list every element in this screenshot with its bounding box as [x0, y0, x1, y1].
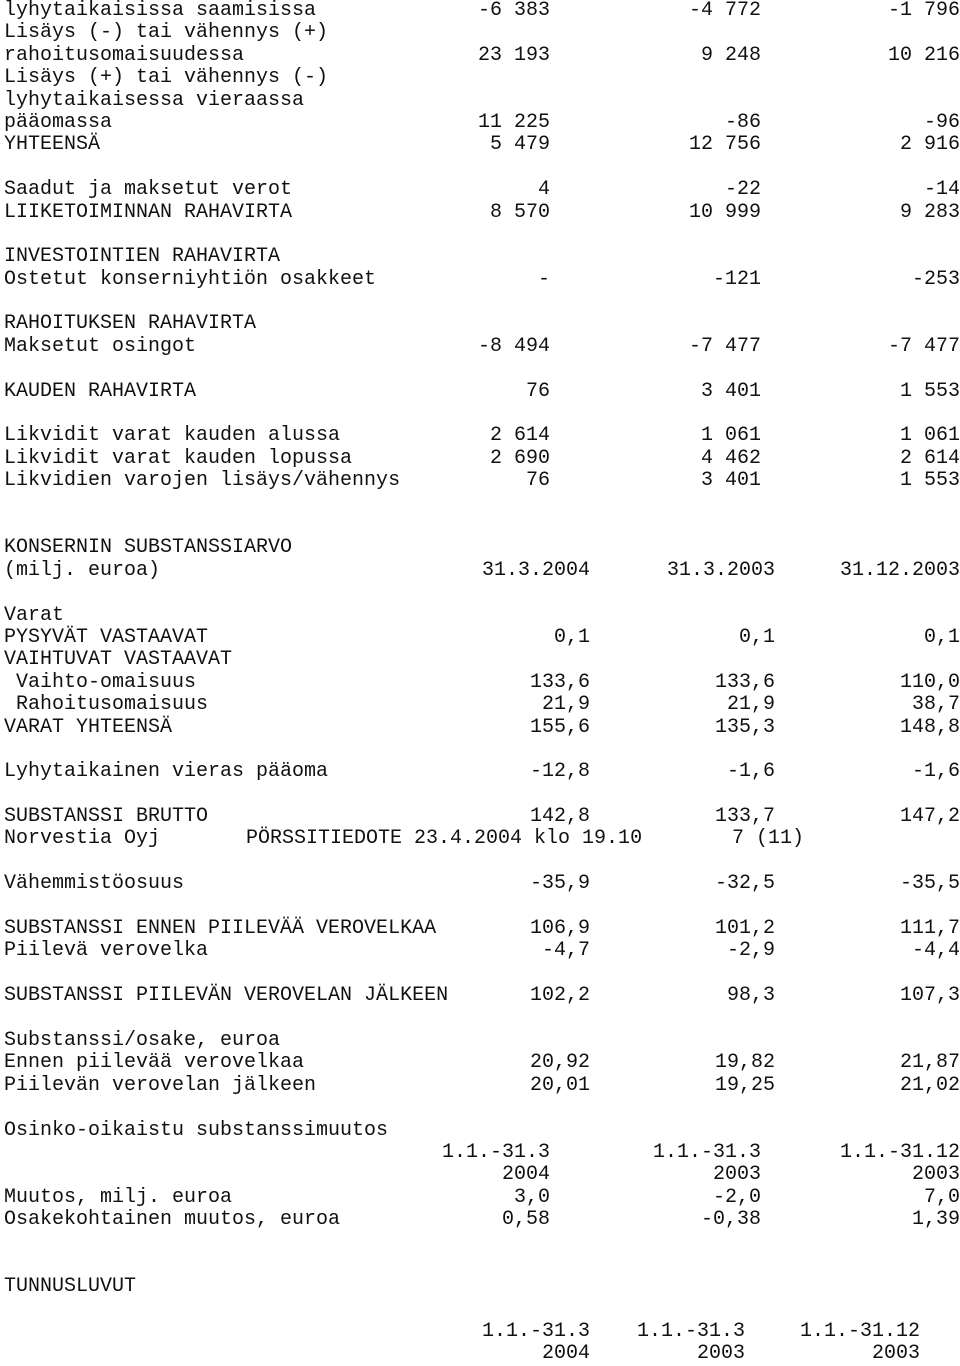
table-row: Vähemmistöosuus -35,9 -32,5 -35,5: [4, 872, 960, 896]
table-row: Substanssi/osake, euroa: [4, 1028, 281, 1052]
blank-line: [4, 896, 960, 918]
table-row: Lyhytaikainen vieras pääoma -12,8 -1,6 -1,6: [4, 760, 960, 784]
cashflow-table: [4, 0, 960, 493]
section-title: KONSERNIN SUBSTANSSIARVO: [4, 536, 293, 560]
table-row: VARAT YHTEENSÄ 155,6 135,3 148,8: [4, 715, 960, 739]
document: [4, 0, 960, 1366]
header-row: 2004 2003 2003: [541, 1342, 920, 1366]
table-row: Lisäys (+) tai vähennys (-): [4, 66, 329, 90]
table-row: Lisäys (-) tai vähennys (+): [4, 21, 329, 45]
blank-line: [4, 1008, 960, 1030]
blank-line: [4, 784, 960, 806]
table-row: Ostetut konserniyhtiön osakkeet - -121 -253: [4, 267, 960, 291]
section-heading: INVESTOINTIEN RAHAVIRTA: [4, 245, 281, 269]
blank-line: [4, 493, 960, 515]
table-row: KAUDEN RAHAVIRTA 76 3 401 1 553: [4, 379, 960, 403]
section-title: Osinko-oikaistu substanssimuutos: [4, 1118, 389, 1142]
page-number: 7 (11): [732, 827, 805, 851]
blank-line: [4, 1231, 960, 1253]
blank-line: [4, 291, 960, 313]
table-row: Likvidit varat kauden lopussa 2 690 4 462 2 614: [4, 446, 960, 470]
table-row: VAIHTUVAT VASTAAVAT: [4, 648, 233, 672]
blank-line: [4, 1254, 960, 1276]
table-row: lyhytaikaisissa saamisissa -6 383 -4 772 -1 796: [4, 0, 960, 22]
table-row: Rahoitusomaisuus 21,9 21,9 38,7: [16, 693, 960, 717]
company-name: Norvestia Oyj: [4, 827, 161, 851]
table-row: pääomassa 11 225 -86 -96: [4, 110, 960, 134]
table-row: Muutos, milj. euroa 3,0 -2,0 7,0: [4, 1185, 960, 1209]
table-row: LIIKETOIMINNAN RAHAVIRTA 8 570 10 999 9 283: [4, 200, 960, 224]
blank-line: [4, 739, 960, 761]
section-heading: RAHOITUKSEN RAHAVIRTA: [4, 312, 257, 336]
table-row: lyhytaikaisessa vieraassa: [4, 88, 305, 112]
table-row: Likvidit varat kauden alussa 2 614 1 061 1 061: [4, 424, 960, 448]
blank-line: [4, 515, 960, 537]
blank-line: [4, 1097, 960, 1119]
blank-line: [4, 963, 960, 985]
substance-table: [4, 537, 960, 1097]
release-info: PÖRSSITIEDOTE 23.4.2004 klo 19.10: [246, 827, 643, 851]
key-figures-table: [4, 1276, 960, 1366]
table-row: Saadut ja maksetut verot 4 -22 -14: [4, 178, 960, 202]
table-row: YHTEENSÄ 5 479 12 756 2 916: [4, 133, 960, 157]
table-row: SUBSTANSSI ENNEN PIILEVÄÄ VEROVELKAA 106,9 101,2 111,7: [4, 917, 960, 941]
table-row: Vaihto-omaisuus 133,6 133,6 110,0: [16, 670, 960, 694]
table-row: Likvidien varojen lisäys/vähennys 76 3 401 1 553: [4, 469, 960, 493]
header-row: 2004 2003 2003: [501, 1163, 960, 1187]
section-title: TUNNUSLUVUT: [4, 1275, 137, 1299]
table-row: Piilevä verovelka -4,7 -2,9 -4,4: [4, 939, 960, 963]
table-row: SUBSTANSSI PIILEVÄN VEROVELAN JÄLKEEN 102,2 98,3 107,3: [4, 984, 960, 1008]
table-row: Ennen piilevää verovelkaa 20,92 19,82 21,87: [4, 1051, 960, 1075]
table-row: Osakekohtainen muutos, euroa 0,58 -0,38 1,39: [4, 1208, 960, 1232]
blank-line: [4, 582, 960, 604]
blank-line: [4, 224, 960, 246]
table-row: Maksetut osingot -8 494 -7 477 -7 477: [4, 334, 960, 358]
blank-line: [4, 403, 960, 425]
dividend-adjusted-table: [4, 1120, 960, 1232]
blank-line: [4, 851, 960, 873]
table-row: rahoitusomaisuudessa 23 193 9 248 10 216: [4, 43, 960, 67]
header-row: 1.1.-31.3 1.1.-31.3 1.1.-31.12: [441, 1140, 960, 1164]
table-row: SUBSTANSSI BRUTTO 142,8 133,7 147,2: [4, 805, 960, 829]
table-row: Varat: [4, 603, 65, 627]
header-row: (milj. euroa) 31.3.2004 31.3.2003 31.12.2003: [4, 558, 960, 582]
blank-line: [4, 157, 960, 179]
blank-line: [4, 358, 960, 380]
table-row: Piilevän verovelan jälkeen 20,01 19,25 21,02: [4, 1073, 960, 1097]
table-row: PYSYVÄT VASTAAVAT 0,1 0,1 0,1: [4, 625, 960, 649]
page-footer: [4, 828, 960, 850]
blank-line: [4, 1299, 960, 1321]
header-row: 1.1.-31.3 1.1.-31.3 1.1.-31.12: [481, 1320, 920, 1344]
